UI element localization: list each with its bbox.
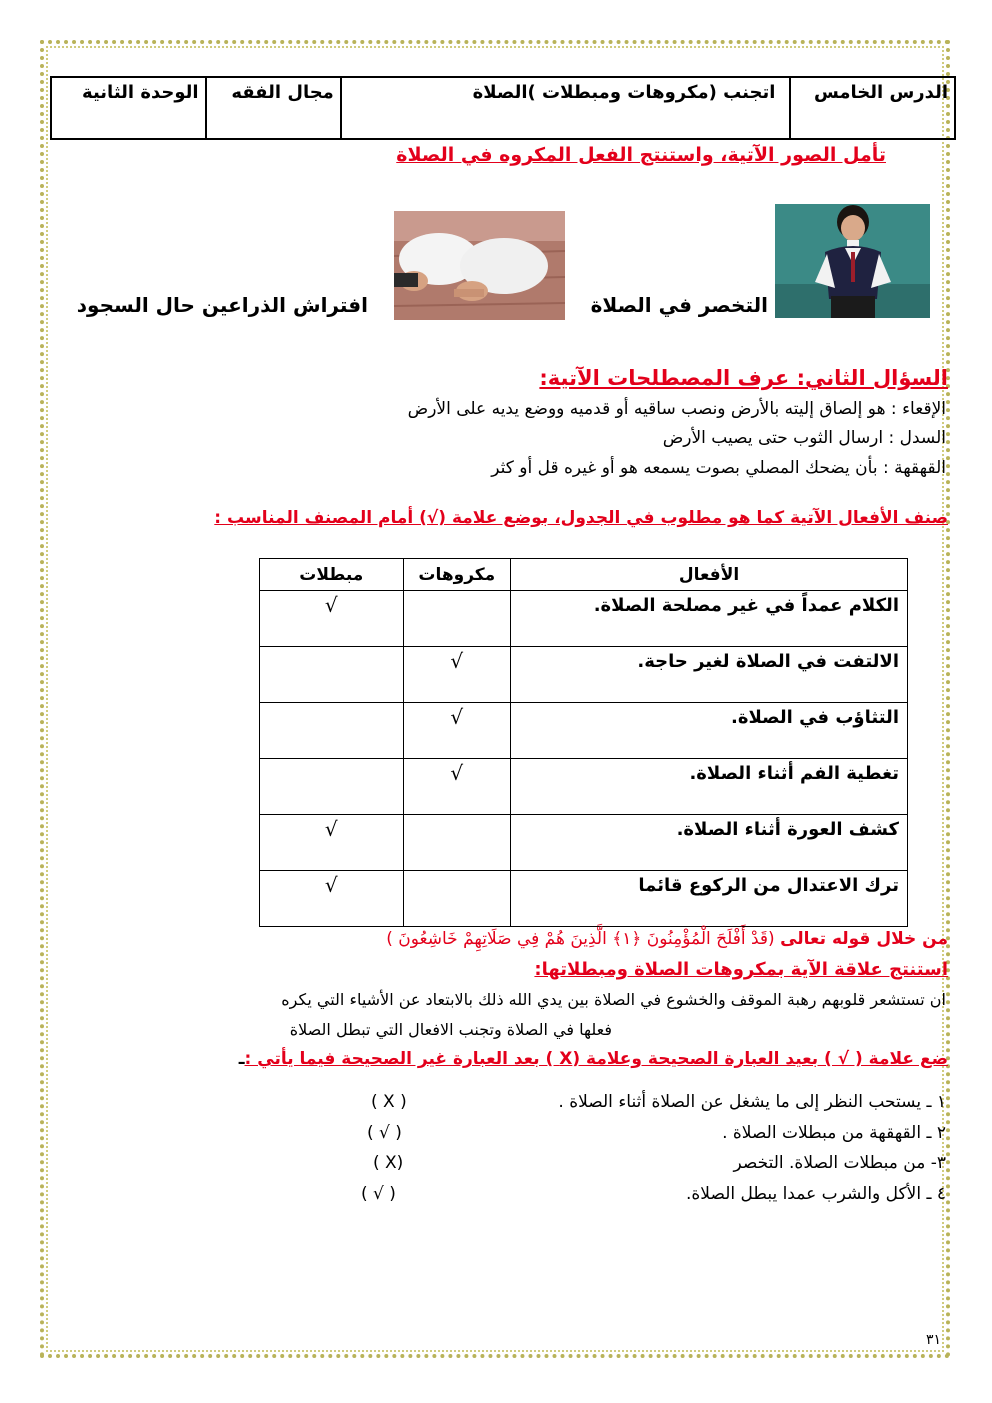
makruh-cell: √ <box>403 647 510 703</box>
caption-iftirash: افتراش الذراعين حال السجود <box>76 293 368 317</box>
lesson-header-table <box>50 76 956 140</box>
images-instruction: تأمل الصور الآتية، واستنتج الفعل المكروه في الصلاة <box>396 144 886 166</box>
true-false-prefix: ـ <box>238 1049 245 1069</box>
verse-answer-line-2: فعلها في الصلاة وتجنب الافعال التي تبطل الصلاة <box>289 1020 612 1039</box>
table-row <box>260 759 908 815</box>
table-row <box>260 871 908 927</box>
col-mubtilat: مبطلات <box>260 559 404 591</box>
action-cell: كشف العورة أثناء الصلاة. <box>511 815 908 871</box>
header-lesson: الدرس الخامس <box>790 77 955 139</box>
classification-header-row <box>260 559 908 591</box>
tf-answer-1: ( X ) <box>371 1092 407 1112</box>
verse-intro: من خلال قوله تعالى <box>780 929 948 949</box>
table-row <box>260 591 908 647</box>
makruh-cell <box>403 871 510 927</box>
caption-takhassur: التخصر في الصلاة <box>590 293 768 317</box>
mubtil-cell: √ <box>260 871 404 927</box>
makruh-cell <box>403 815 510 871</box>
action-cell: الكلام عمداً في غير مصلحة الصلاة. <box>511 591 908 647</box>
tf-item-1: ١ ـ يستحب النظر إلى ما يشغل عن الصلاة أثناء الصلاة . <box>558 1092 946 1112</box>
classification-table <box>259 558 908 927</box>
definition-iqaa: الإقعاء : هو إلصاق إليته بالأرض ونصب ساقيه أو قدميه ووضع يديه على الأرض <box>407 399 946 419</box>
makruh-cell: √ <box>403 759 510 815</box>
verse-line <box>386 928 948 949</box>
photo-iftirash <box>394 211 565 320</box>
tf-answer-2: ( √ ) <box>367 1123 402 1143</box>
verse-text: (قَدْ أَفْلَحَ الْمُؤْمِنُونَ ﴿١﴾ الَّذِينَ هُمْ فِي صَلَاتِهِمْ خَاشِعُونَ ) <box>386 929 775 949</box>
mubtil-cell: √ <box>260 591 404 647</box>
col-actions: الأفعال <box>511 559 908 591</box>
tf-item-3: ٣- من مبطلات الصلاة. التخصر <box>733 1153 946 1173</box>
true-false-instruction-text: ضع علامة ( √ ) بعيد العبارة الصحيحة وعلامة (X ) بعد العبارة غير الصحيحة فيما يأتي : <box>244 1049 948 1069</box>
tf-answer-3: ( X) <box>373 1153 404 1173</box>
verse-answer-line-1: ان تستشعر قلوبهم رهبة الموقف والخشوع في الصلاة بين يدي الله ذلك بالابتعاد عن الأشياء التي يكره <box>281 990 946 1009</box>
action-cell: ترك الاعتدال من الركوع قائما <box>511 871 908 927</box>
makruh-cell <box>403 591 510 647</box>
mubtil-cell: √ <box>260 815 404 871</box>
header-unit: الوحدة الثانية <box>51 77 206 139</box>
mubtil-cell <box>260 759 404 815</box>
makruh-cell: √ <box>403 703 510 759</box>
mubtil-cell <box>260 647 404 703</box>
col-makruhat: مكروهات <box>403 559 510 591</box>
table-row <box>260 703 908 759</box>
tf-item-2: ٢ ـ القهقهة من مبطلات الصلاة . <box>722 1123 946 1143</box>
photo-takhassur <box>775 204 930 318</box>
tf-answer-4: ( √ ) <box>361 1184 396 1204</box>
page-number: ٣١ <box>926 1332 942 1348</box>
action-cell: تغطية الفم أثناء الصلاة. <box>511 759 908 815</box>
tf-item-4: ٤ ـ الأكل والشرب عمدا يبطل الصلاة. <box>686 1184 946 1204</box>
table-row <box>260 647 908 703</box>
definition-sadl: السدل : ارسال الثوب حتى يصيب الأرض <box>662 428 946 448</box>
classify-instruction: صنف الأفعال الآتية كما هو مطلوب في الجدول، بوضع علامة (√) أمام المصنف المناسب : <box>214 508 948 528</box>
header-field: مجال الفقه <box>206 77 341 139</box>
table-row <box>260 815 908 871</box>
definition-qahqaha: القهقهة : بأن يضحك المصلي بصوت يسمعه هو أو غيره قل أو كثر <box>491 458 946 478</box>
action-cell: الالتفت في الصلاة لغير حاجة. <box>511 647 908 703</box>
action-cell: التثاؤب في الصلاة. <box>511 703 908 759</box>
true-false-instruction <box>239 1049 948 1069</box>
question2-title: السؤال الثاني: عرف المصطلحات الآتية: <box>539 366 948 390</box>
verse-question: استنتج علاقة الآية بمكروهات الصلاة ومبطلاتها: <box>534 959 948 980</box>
header-title: اتجنب (مكروهات ومبطلات )الصلاة <box>341 77 791 139</box>
mubtil-cell <box>260 703 404 759</box>
